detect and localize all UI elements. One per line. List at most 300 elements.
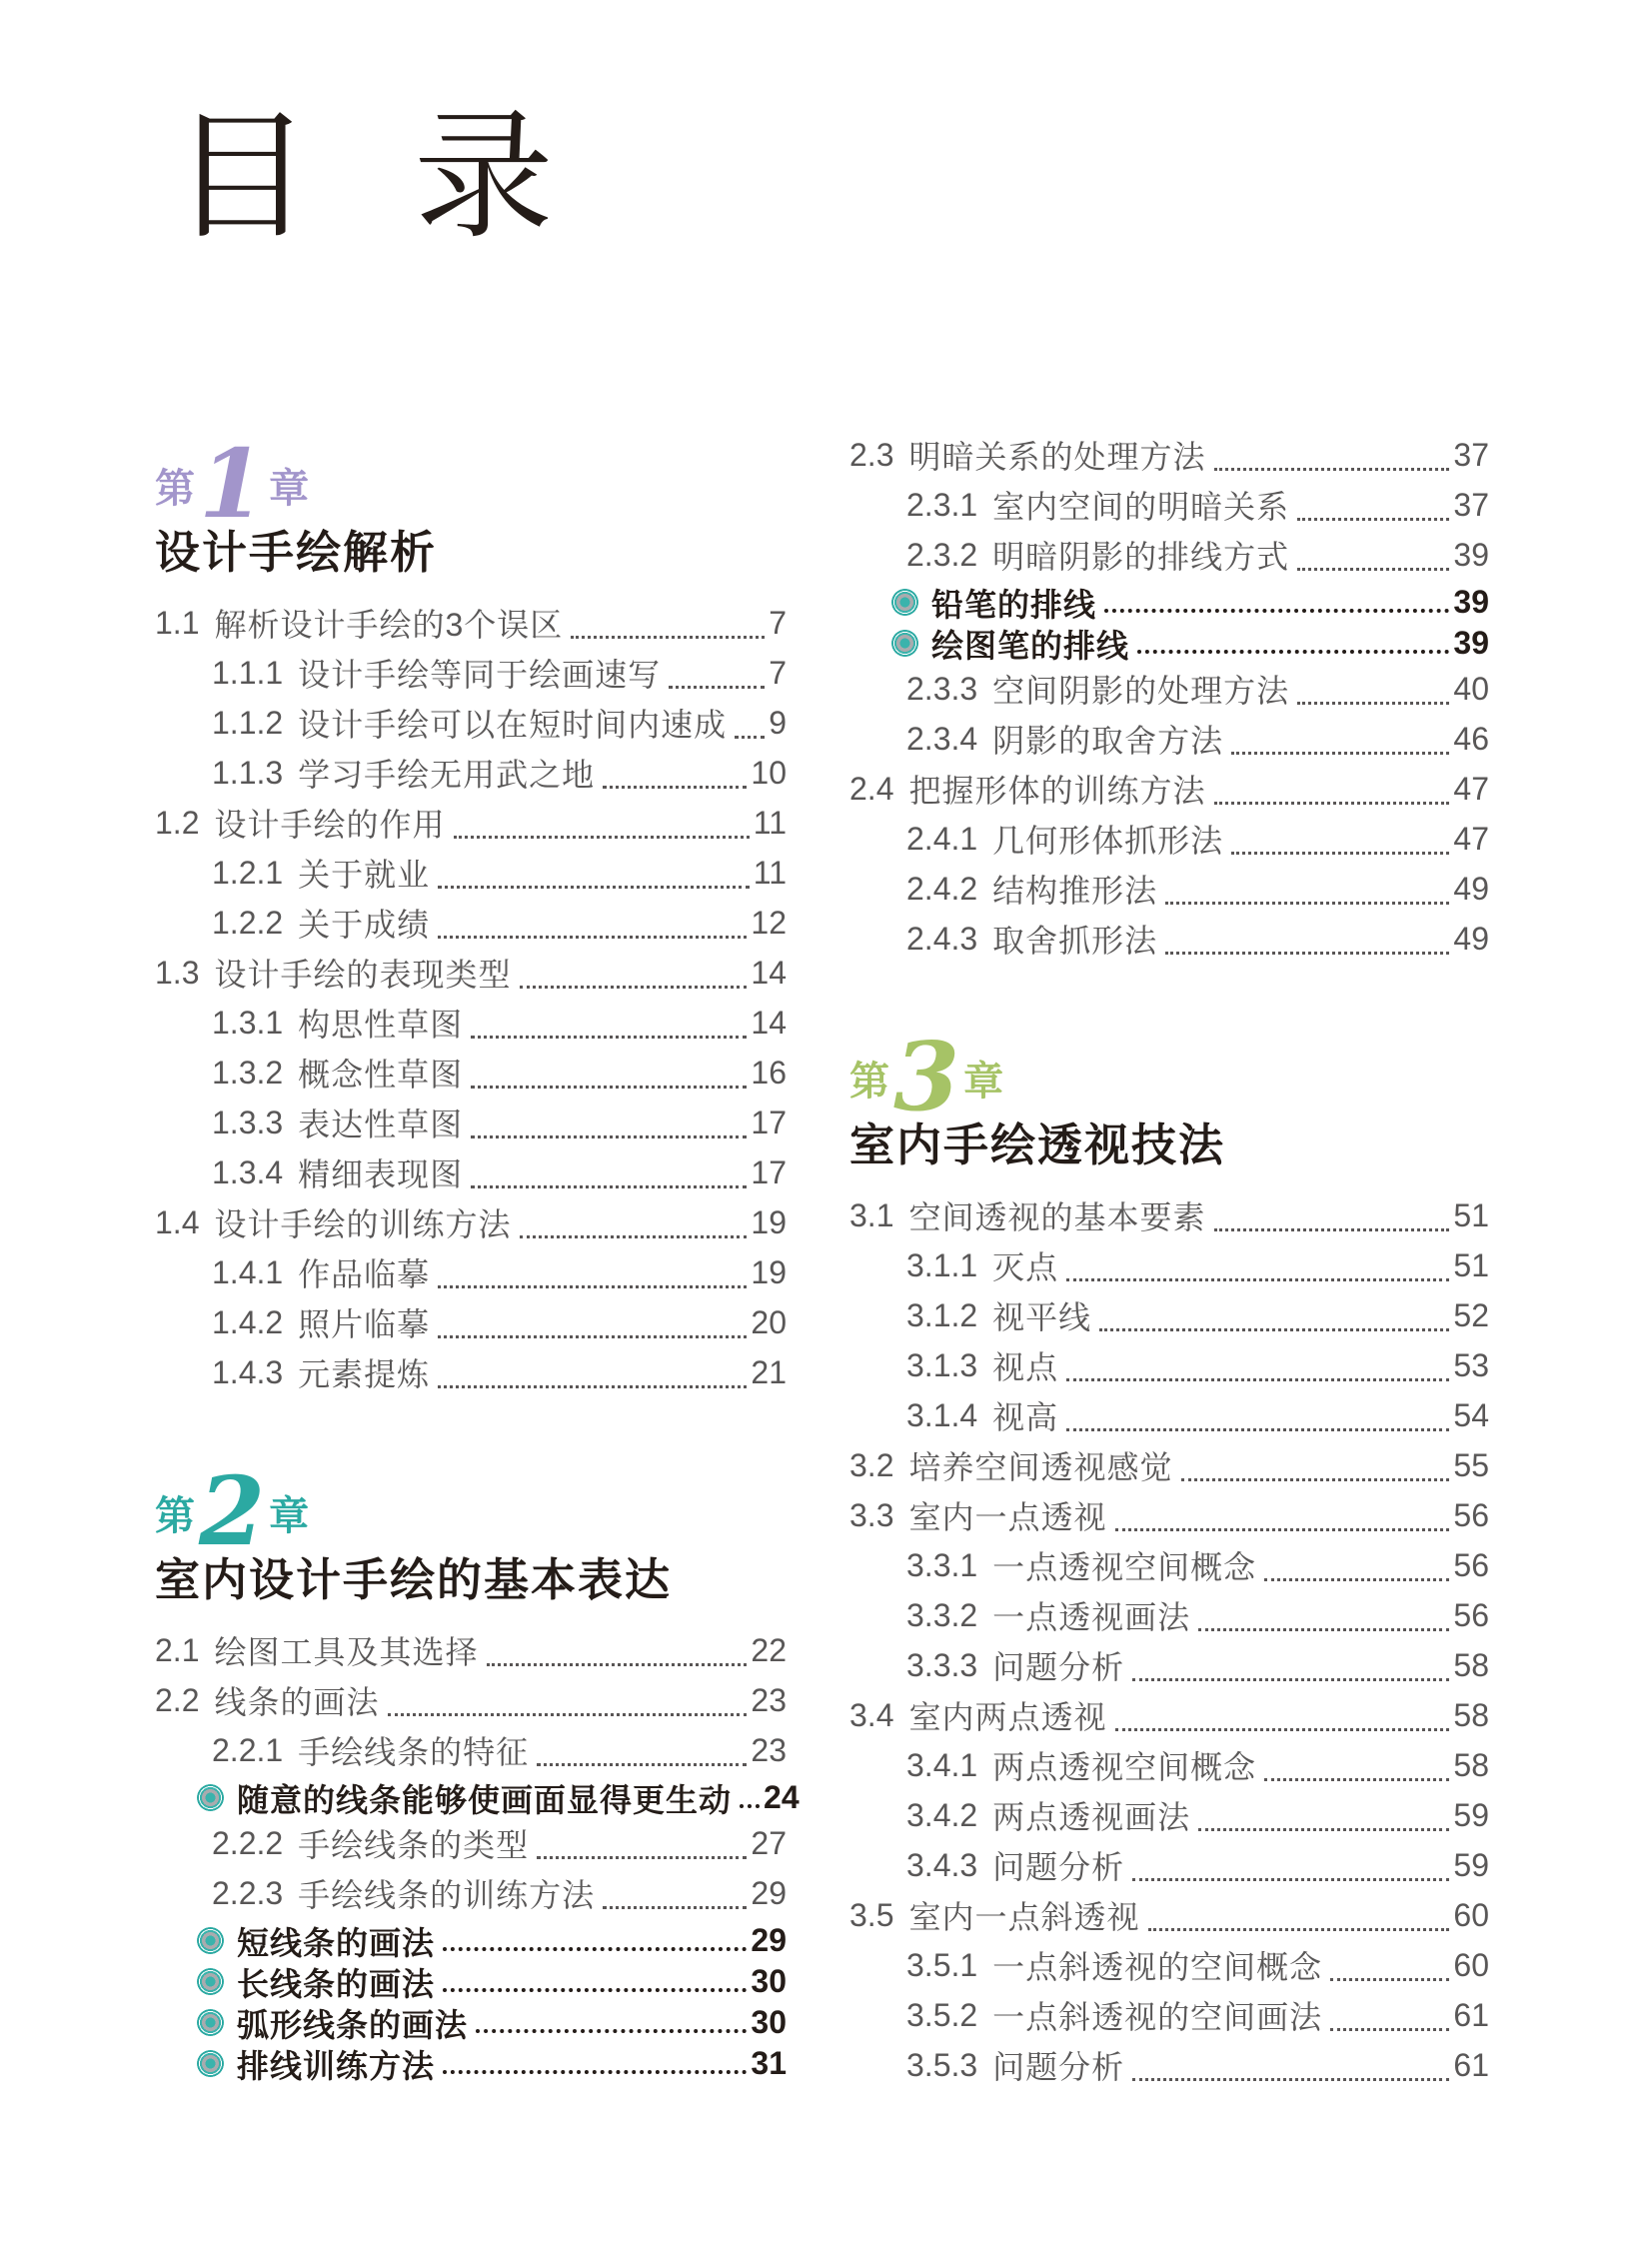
page-number: 61	[1453, 2046, 1489, 2083]
dotted-leader	[740, 1804, 760, 1808]
entry-title: 铅笔的排线	[931, 586, 1097, 623]
page-number: 30	[751, 2004, 787, 2040]
toc-entry	[849, 530, 1489, 580]
entry-number: 3.4	[849, 1696, 894, 1733]
toc-entry	[849, 714, 1489, 764]
entry-number: 3.1	[849, 1196, 894, 1233]
entry-number: 2.3.4	[906, 720, 978, 757]
page-number: 58	[1453, 1746, 1489, 1783]
page-number: 29	[751, 1922, 787, 1958]
dotted-leader	[1066, 1428, 1449, 1431]
entry-title: 视点	[992, 1349, 1059, 1385]
entry-title: 室内一点斜透视	[908, 1899, 1140, 1935]
entry-number: 1.3.2	[212, 1054, 284, 1091]
entry-title: 问题分析	[992, 1649, 1125, 1685]
entry-number: 3.1.1	[906, 1246, 978, 1283]
dotted-leader	[1297, 568, 1449, 571]
toc-entry	[155, 1818, 787, 1868]
page-number: 31	[751, 2045, 787, 2081]
toc-entry	[849, 1590, 1489, 1640]
toc-entry	[155, 1247, 787, 1297]
page-number: 19	[751, 1253, 787, 1290]
toc-entry	[155, 648, 787, 698]
entry-title: 学习手绘无用武之地	[298, 757, 596, 793]
dotted-leader	[537, 1856, 747, 1859]
toc-entry	[849, 1190, 1489, 1240]
toc-entry	[849, 1740, 1489, 1790]
entry-number: 2.4.3	[906, 920, 978, 957]
dotted-leader	[603, 786, 747, 789]
entry-title: 概念性草图	[298, 1057, 464, 1093]
dotted-leader	[1330, 1978, 1449, 1981]
page-number: 49	[1453, 870, 1489, 907]
entry-title: 线条的画法	[214, 1684, 380, 1720]
toc-entry	[849, 814, 1489, 864]
dotted-leader	[438, 1385, 747, 1388]
toc-entry	[849, 764, 1489, 814]
page-number: 9	[769, 704, 787, 741]
toc-entry	[849, 864, 1489, 914]
toc-entries-group	[849, 1190, 1489, 2090]
toc-column-right	[849, 430, 1489, 2090]
page-number: 16	[751, 1054, 787, 1091]
page-number: 14	[751, 954, 787, 991]
page-number: 55	[1453, 1446, 1489, 1483]
entry-number: 1.2.2	[212, 904, 284, 941]
entry-number: 1.3.4	[212, 1153, 284, 1190]
entry-title: 设计手绘的表现类型	[214, 957, 512, 993]
page-number: 58	[1453, 1696, 1489, 1733]
entry-title: 设计手绘的作用	[214, 807, 446, 843]
toc-entry	[849, 664, 1489, 714]
dotted-leader	[1214, 468, 1450, 471]
toc-entries-group	[849, 430, 1489, 964]
entry-title: 空间阴影的处理方法	[992, 673, 1290, 709]
page-number: 14	[751, 1004, 787, 1041]
entry-number: 2.3.3	[906, 670, 978, 707]
entry-title: 一点斜透视的空间概念	[992, 1949, 1323, 1985]
dotted-leader	[1181, 1478, 1450, 1481]
entry-title: 关于就业	[298, 857, 431, 893]
toc-entries-group	[155, 598, 787, 1397]
toc-entry	[849, 914, 1489, 964]
chapter-prefix-label: 第	[155, 466, 195, 511]
entry-title: 问题分析	[992, 2049, 1125, 2085]
chapter-title: 设计手绘解析	[155, 527, 438, 578]
toc-entry	[849, 1890, 1489, 1940]
entry-title: 几何形体抓形法	[992, 823, 1224, 859]
page-number: 11	[753, 854, 787, 891]
dotted-leader	[1115, 1728, 1450, 1731]
entry-number: 1.3	[155, 954, 200, 991]
page-number: 56	[1453, 1596, 1489, 1633]
toc-bullet-entry	[155, 2043, 787, 2084]
page-number: 49	[1453, 920, 1489, 957]
entry-title: 关于成绩	[298, 907, 431, 943]
entry-number: 1.1	[155, 604, 200, 641]
toc-entry	[155, 948, 787, 998]
page-number: 46	[1453, 720, 1489, 757]
page-number: 56	[1453, 1496, 1489, 1533]
entry-number: 3.1.3	[906, 1346, 978, 1383]
entry-number: 3.1.4	[906, 1396, 978, 1433]
chapter-tag	[849, 1022, 1489, 1132]
entry-title: 设计手绘可以在短时间内速成	[298, 707, 728, 743]
entry-title: 照片临摹	[298, 1306, 431, 1342]
entry-number: 1.1.1	[212, 654, 284, 691]
entry-number: 2.2.2	[212, 1824, 284, 1861]
entry-number: 2.3.2	[906, 536, 978, 573]
entry-title: 灭点	[992, 1249, 1059, 1285]
page-number: 37	[1453, 486, 1489, 523]
chapter-heading	[155, 1456, 787, 1607]
toc-entry	[155, 1347, 787, 1397]
chapter-title: 室内手绘透视技法	[849, 1120, 1226, 1170]
entry-number: 1.3.3	[212, 1104, 284, 1140]
dotted-leader	[1165, 902, 1449, 905]
dotted-leader	[571, 636, 765, 639]
page-number: 56	[1453, 1546, 1489, 1583]
page-number: 17	[751, 1153, 787, 1190]
page-number: 51	[1453, 1246, 1489, 1283]
entry-title: 问题分析	[992, 1849, 1125, 1885]
entry-title: 长线条的画法	[237, 1965, 436, 2002]
page-number: 10	[751, 754, 787, 791]
dotted-leader	[1132, 1678, 1449, 1681]
entry-title: 空间透视的基本要素	[908, 1199, 1206, 1235]
dotted-leader	[735, 736, 765, 739]
page-number: 11	[753, 804, 787, 841]
dotted-leader	[454, 836, 750, 839]
toc-entry	[849, 1690, 1489, 1740]
entry-title: 室内两点透视	[908, 1699, 1107, 1735]
toc-entry	[155, 748, 787, 798]
entry-number: 3.3.2	[906, 1596, 978, 1633]
entry-title: 短线条的画法	[237, 1924, 436, 1961]
toc-bullet-entry	[155, 1777, 800, 1818]
page-number: 23	[751, 1681, 787, 1718]
page-number: 47	[1453, 770, 1489, 807]
entry-title: 结构推形法	[992, 873, 1158, 909]
dotted-leader	[669, 686, 765, 689]
toc-entry	[849, 1390, 1489, 1440]
page-number: 60	[1453, 1946, 1489, 1983]
toc-entry	[849, 1290, 1489, 1340]
toc-entry	[849, 1790, 1489, 1840]
dotted-leader	[388, 1713, 748, 1716]
dotted-leader	[520, 986, 748, 989]
entry-title: 把握形体的训练方法	[908, 773, 1206, 809]
dotted-leader	[1214, 1228, 1450, 1231]
entry-number: 3.1.2	[906, 1296, 978, 1333]
entry-number: 3.5.2	[906, 1996, 978, 2033]
dotted-leader	[487, 1663, 748, 1666]
entry-title: 两点透视画法	[992, 1799, 1191, 1835]
toc-entry	[155, 1725, 787, 1775]
dotted-leader	[471, 1135, 747, 1138]
entry-title: 弧形线条的画法	[237, 2006, 469, 2043]
entry-number: 3.5.1	[906, 1946, 978, 1983]
page-number: 7	[769, 654, 787, 691]
dotted-leader	[1198, 1628, 1449, 1631]
page-number: 29	[751, 1874, 787, 1911]
chapter-prefix-label: 第	[849, 1059, 889, 1104]
dotted-leader	[1231, 852, 1449, 855]
toc-bullet-entry	[849, 623, 1489, 664]
entry-title: 室内空间的明暗关系	[992, 489, 1290, 525]
toc-bullet-entry	[155, 2002, 787, 2043]
page-number: 21	[751, 1353, 787, 1390]
entry-number: 2.2.1	[212, 1731, 284, 1768]
entry-title: 培养空间透视感觉	[908, 1449, 1173, 1485]
page-number: 39	[1453, 625, 1489, 661]
toc-entries-group	[155, 1625, 800, 2084]
entry-number: 3.4.1	[906, 1746, 978, 1783]
dotted-leader	[1297, 702, 1449, 705]
entry-title: 元素提炼	[298, 1356, 431, 1392]
dotted-leader	[1132, 1878, 1449, 1881]
entry-number: 2.2	[155, 1681, 200, 1718]
page-number: 59	[1453, 1846, 1489, 1883]
dotted-leader	[443, 1988, 747, 1992]
toc-entry	[155, 1098, 787, 1147]
dotted-leader	[471, 1185, 747, 1188]
dotted-leader	[1264, 1578, 1449, 1581]
page-number: 51	[1453, 1196, 1489, 1233]
entry-number: 1.4.1	[212, 1253, 284, 1290]
toc-entry	[155, 1868, 787, 1918]
chapter-suffix-label: 章	[269, 1493, 310, 1538]
page-number: 7	[769, 604, 787, 641]
toc-entry	[155, 1048, 787, 1098]
chapter-heading	[155, 429, 787, 580]
page-number: 19	[751, 1203, 787, 1240]
toc-entry	[849, 1940, 1489, 1990]
toc-entry	[155, 848, 787, 898]
entry-number: 2.4.2	[906, 870, 978, 907]
toc-entry	[155, 1147, 787, 1197]
chapter-suffix-label: 章	[269, 466, 310, 511]
toc-entry	[155, 1675, 787, 1725]
entry-number: 1.2	[155, 804, 200, 841]
dotted-leader	[1297, 518, 1449, 521]
page-number: 39	[1453, 536, 1489, 573]
dotted-leader	[1066, 1378, 1449, 1381]
dotted-leader	[438, 1285, 747, 1288]
page-title: 目 录	[172, 98, 558, 255]
toc-entry	[849, 430, 1489, 480]
entry-number: 3.3.3	[906, 1646, 978, 1683]
toc-entry	[155, 998, 787, 1048]
dotted-leader	[438, 936, 747, 939]
page-number: 27	[751, 1824, 787, 1861]
toc-entry	[155, 1297, 787, 1347]
page-number: 60	[1453, 1896, 1489, 1933]
toc-entry	[849, 2040, 1489, 2090]
entry-title: 一点透视画法	[992, 1599, 1191, 1635]
page-number: 53	[1453, 1346, 1489, 1383]
entry-number: 1.4	[155, 1203, 200, 1240]
page-number: 17	[751, 1104, 787, 1140]
dotted-leader	[1099, 1328, 1449, 1331]
entry-title: 手绘线条的训练方法	[298, 1877, 596, 1913]
dotted-leader	[537, 1763, 747, 1766]
entry-title: 室内一点透视	[908, 1499, 1107, 1535]
dotted-leader	[1066, 1278, 1449, 1281]
dotted-leader	[471, 1036, 747, 1039]
entry-number: 1.4.3	[212, 1353, 284, 1390]
entry-title: 构思性草图	[298, 1007, 464, 1043]
dotted-leader	[476, 2029, 747, 2033]
entry-title: 一点斜透视的空间画法	[992, 1999, 1323, 2035]
entry-number: 3.3	[849, 1496, 894, 1533]
toc-entry	[849, 1540, 1489, 1590]
toc-entry	[155, 898, 787, 948]
chapter-title: 室内设计手绘的基本表达	[155, 1554, 673, 1605]
entry-number: 3.4.2	[906, 1796, 978, 1833]
entry-title: 精细表现图	[298, 1156, 464, 1192]
entry-title: 表达性草图	[298, 1107, 464, 1142]
entry-number: 1.1.3	[212, 754, 284, 791]
dotted-leader	[1137, 650, 1449, 654]
dotted-leader	[443, 2070, 747, 2074]
entry-title: 手绘线条的类型	[298, 1827, 530, 1863]
page-number: 54	[1453, 1396, 1489, 1433]
toc-column-left	[155, 429, 800, 2084]
entry-number: 3.2	[849, 1446, 894, 1483]
entry-title: 视平线	[992, 1299, 1092, 1335]
entry-number: 1.3.1	[212, 1004, 284, 1041]
entry-title: 设计手绘等同于绘画速写	[298, 657, 662, 693]
dotted-leader	[1104, 609, 1449, 613]
dotted-leader	[438, 886, 750, 889]
entry-number: 2.2.3	[212, 1874, 284, 1911]
dotted-leader	[520, 1235, 748, 1238]
dotted-leader	[438, 1335, 747, 1338]
page-number: 24	[764, 1779, 800, 1815]
toc-entry	[155, 798, 787, 848]
entry-title: 绘图笔的排线	[931, 627, 1130, 664]
bullet-target-icon	[891, 630, 918, 657]
toc-bullet-entry	[849, 582, 1489, 623]
toc-entry	[849, 1840, 1489, 1890]
chapter-tag	[155, 429, 787, 540]
entry-number: 1.4.2	[212, 1303, 284, 1340]
dotted-leader	[1148, 1928, 1450, 1931]
toc-entry	[155, 598, 787, 648]
chapter-number: 3	[893, 1022, 960, 1132]
page-number: 47	[1453, 820, 1489, 857]
entry-title: 随意的线条能够使画面显得更生动	[237, 1781, 733, 1818]
dotted-leader	[1264, 1778, 1449, 1781]
toc-entry	[849, 1490, 1489, 1540]
entry-number: 1.2.1	[212, 854, 284, 891]
toc-entry	[849, 1640, 1489, 1690]
dotted-leader	[443, 1947, 747, 1951]
entry-title: 明暗阴影的排线方式	[992, 539, 1290, 575]
toc-entry	[849, 480, 1489, 530]
bullet-target-icon	[197, 1784, 224, 1811]
page-number: 12	[751, 904, 787, 941]
chapter-tag	[155, 1456, 787, 1567]
dotted-leader	[1132, 2078, 1449, 2081]
entry-title: 排线训练方法	[237, 2047, 436, 2084]
toc-entry	[849, 1440, 1489, 1490]
bullet-target-icon	[197, 1968, 224, 1995]
chapter-heading	[849, 1022, 1489, 1172]
page-number: 58	[1453, 1646, 1489, 1683]
entry-title: 视高	[992, 1399, 1059, 1435]
dotted-leader	[1214, 802, 1450, 805]
entry-title: 解析设计手绘的3个误区	[214, 607, 564, 643]
dotted-leader	[1165, 952, 1449, 955]
dotted-leader	[1330, 2028, 1449, 2031]
entry-title: 两点透视空间概念	[992, 1749, 1257, 1785]
dotted-leader	[471, 1086, 747, 1089]
toc-bullet-entry	[155, 1920, 787, 1961]
entry-number: 3.4.3	[906, 1846, 978, 1883]
page-number: 61	[1453, 1996, 1489, 2033]
entry-title: 阴影的取舍方法	[992, 723, 1224, 759]
toc-entry	[155, 698, 787, 748]
toc-entry	[155, 1197, 787, 1247]
dotted-leader	[1231, 752, 1449, 755]
entry-title: 绘图工具及其选择	[214, 1634, 479, 1670]
entry-number: 3.5.3	[906, 2046, 978, 2083]
bullet-target-icon	[197, 2009, 224, 2036]
entry-number: 3.3.1	[906, 1546, 978, 1583]
chapter-number: 1	[199, 429, 266, 540]
toc-entry	[849, 1240, 1489, 1290]
toc-bullet-entry	[155, 1961, 787, 2002]
chapter-number: 2	[199, 1456, 266, 1567]
entry-number: 1.1.2	[212, 704, 284, 741]
entry-title: 明暗关系的处理方法	[908, 439, 1206, 475]
bullet-target-icon	[197, 2050, 224, 2077]
toc-entry	[849, 1340, 1489, 1390]
chapter-prefix-label: 第	[155, 1493, 195, 1538]
dotted-leader	[1198, 1828, 1449, 1831]
toc-entry	[849, 1990, 1489, 2040]
page-number: 52	[1453, 1296, 1489, 1333]
dotted-leader	[603, 1906, 747, 1909]
entry-title: 作品临摹	[298, 1256, 431, 1292]
entry-title: 一点透视空间概念	[992, 1549, 1257, 1585]
entry-number: 2.3	[849, 436, 894, 473]
page-number: 23	[751, 1731, 787, 1768]
bullet-target-icon	[891, 589, 918, 616]
entry-title: 手绘线条的特征	[298, 1734, 530, 1770]
dotted-leader	[1115, 1528, 1450, 1531]
bullet-target-icon	[197, 1927, 224, 1954]
entry-number: 2.4	[849, 770, 894, 807]
chapter-suffix-label: 章	[963, 1059, 1004, 1104]
page-number: 59	[1453, 1796, 1489, 1833]
page-number: 20	[751, 1303, 787, 1340]
entry-number: 2.3.1	[906, 486, 978, 523]
page-number: 37	[1453, 436, 1489, 473]
entry-number: 3.5	[849, 1896, 894, 1933]
toc-entry	[155, 1625, 787, 1675]
entry-number: 2.1	[155, 1631, 200, 1668]
page-number: 22	[751, 1631, 787, 1668]
entry-title: 设计手绘的训练方法	[214, 1206, 512, 1242]
entry-title: 取舍抓形法	[992, 923, 1158, 959]
page-number: 40	[1453, 670, 1489, 707]
page-number: 30	[751, 1963, 787, 1999]
page-number: 39	[1453, 584, 1489, 620]
entry-number: 2.4.1	[906, 820, 978, 857]
